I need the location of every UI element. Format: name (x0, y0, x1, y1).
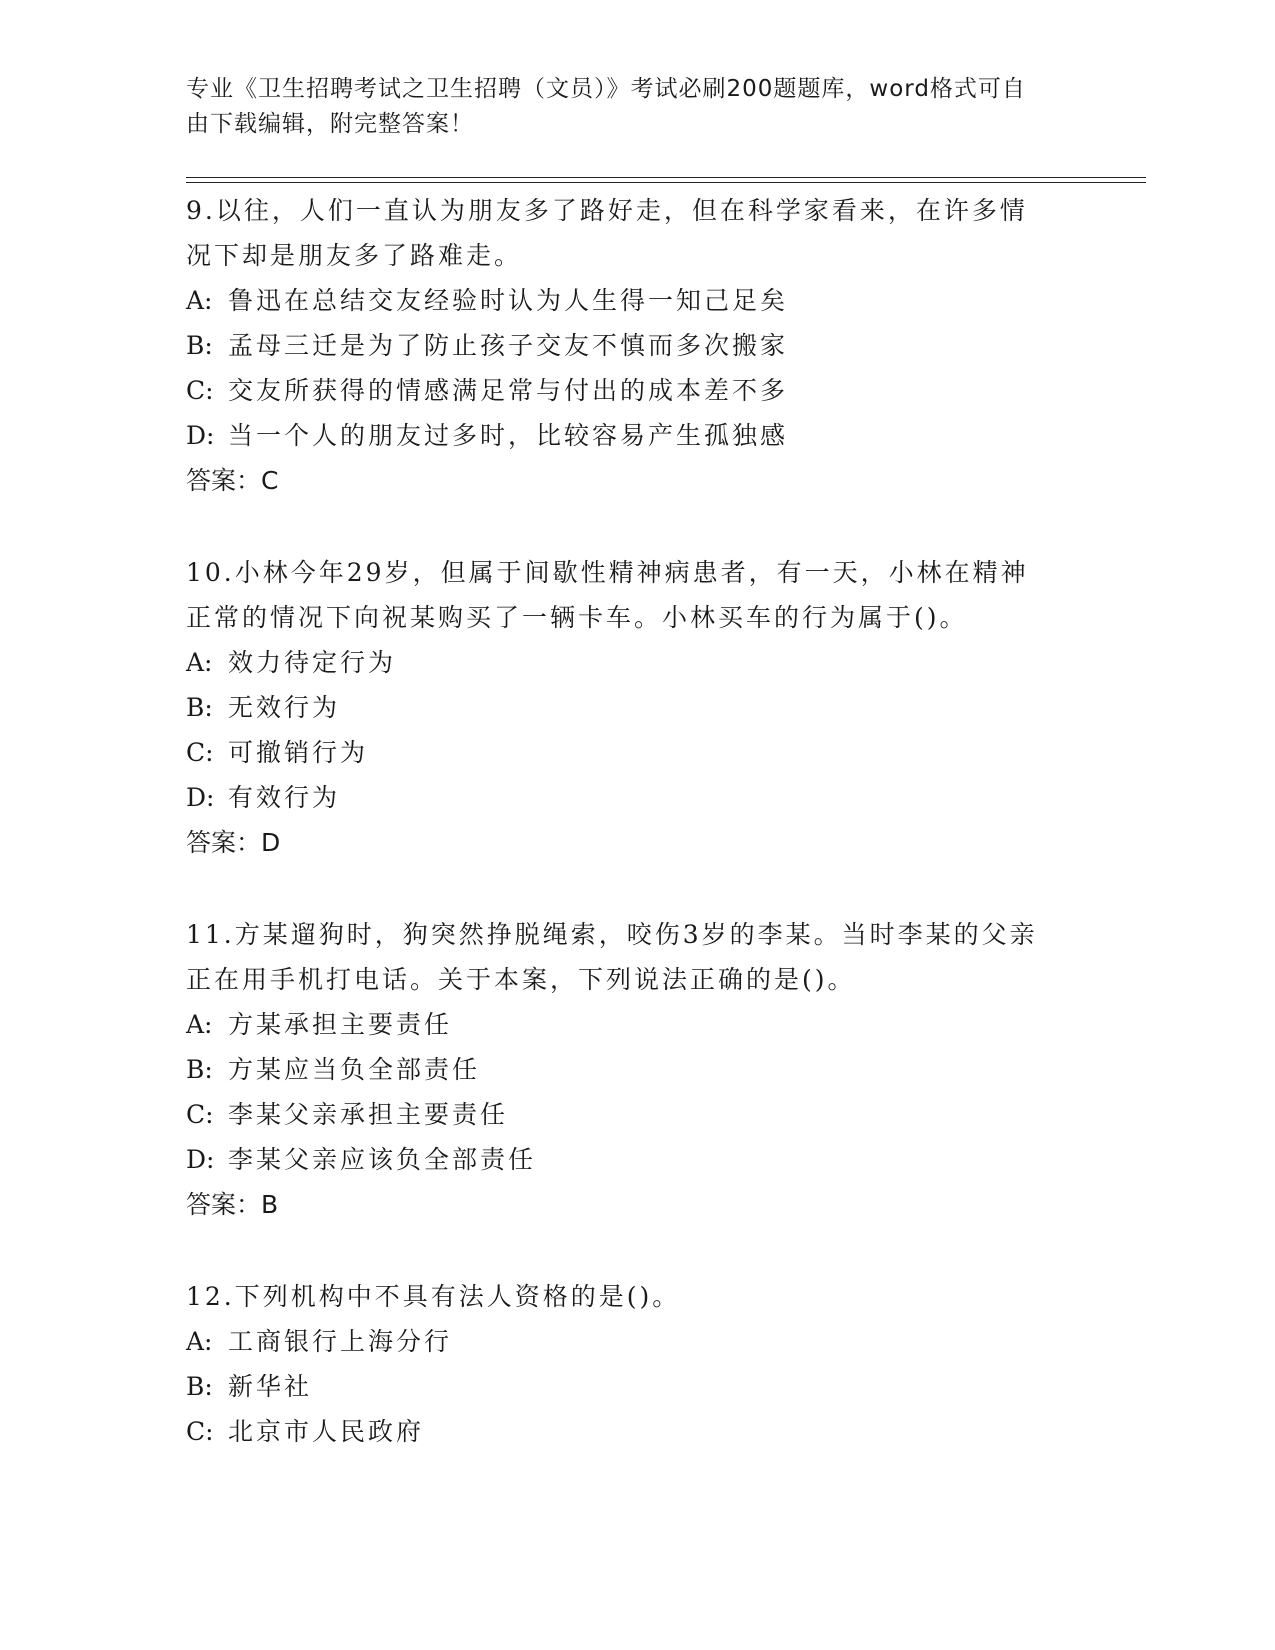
option-a (186, 1319, 1086, 1364)
option-text: 李某父亲应该负全部责任 (228, 1145, 537, 1174)
question-stem-line-2: 正常的情况下向祝某购买了一辆卡车。小林买车的行为属于()。 (186, 603, 968, 632)
question-12 (186, 1274, 1086, 1454)
option-key: D: (186, 421, 215, 450)
answer: 答案：C (186, 466, 279, 495)
document-header (186, 72, 1066, 142)
option-key: B: (186, 331, 213, 360)
question-stem-line-1: 9.以往，人们一直认为朋友多了路好走，但在科学家看来，在许多情 (186, 196, 1028, 225)
header-line-1: 专业《卫生招聘考试之卫生招聘（文员）》考试必刷200题题库，word格式可自 (186, 76, 1026, 102)
option-text: 方某承担主要责任 (228, 1010, 453, 1039)
option-b (186, 1364, 1086, 1409)
question-stem (186, 188, 1086, 278)
option-key: A: (186, 286, 213, 315)
header-divider-top (186, 177, 1146, 178)
question-stem-line-2: 况下却是朋友多了路难走。 (186, 241, 523, 270)
question-10 (186, 550, 1086, 866)
option-key: A: (186, 648, 213, 677)
option-text: 可撤销行为 (228, 738, 369, 767)
option-text: 交友所获得的情感满足常与付出的成本差不多 (228, 376, 789, 405)
option-a (186, 278, 1086, 323)
option-d (186, 1137, 1086, 1182)
option-text: 效力待定行为 (228, 648, 397, 677)
question-stem-line-2: 正在用手机打电话。关于本案，下列说法正确的是()。 (186, 965, 856, 994)
option-text: 北京市人民政府 (228, 1417, 425, 1446)
option-key: B: (186, 1372, 213, 1401)
option-key: A: (186, 1010, 213, 1039)
answer: 答案：D (186, 828, 281, 857)
option-text: 无效行为 (228, 693, 341, 722)
option-text: 新华社 (228, 1372, 313, 1401)
option-key: B: (186, 1055, 213, 1084)
question-stem (186, 1274, 1086, 1319)
option-key: C: (186, 738, 214, 767)
question-stem (186, 550, 1086, 640)
option-c (186, 1409, 1086, 1454)
header-divider-bottom (186, 182, 1146, 183)
option-a (186, 1002, 1086, 1047)
question-stem-line-1: 11.方某遛狗时，狗突然挣脱绳索，咬伤3岁的李某。当时李某的父亲 (186, 920, 1038, 949)
option-key: C: (186, 376, 214, 405)
question-11 (186, 912, 1086, 1228)
option-c (186, 1092, 1086, 1137)
option-text: 工商银行上海分行 (228, 1327, 453, 1356)
option-text: 方某应当负全部责任 (228, 1055, 481, 1084)
option-b (186, 685, 1086, 730)
option-b (186, 1047, 1086, 1092)
option-key: A: (186, 1327, 213, 1356)
question-stem-line-1: 10.小林今年29岁，但属于间歇性精神病患者，有一天，小林在精神 (186, 558, 1029, 587)
answer: 答案：B (186, 1190, 279, 1219)
option-text: 鲁迅在总结交友经验时认为人生得一知己足矣 (228, 286, 789, 315)
option-a (186, 640, 1086, 685)
question-9 (186, 188, 1086, 504)
question-stem-line-1: 12.下列机构中不具有法人资格的是()。 (186, 1282, 681, 1311)
option-key: B: (186, 693, 213, 722)
option-key: D: (186, 1145, 215, 1174)
option-d (186, 775, 1086, 820)
option-text: 李某父亲承担主要责任 (228, 1100, 509, 1129)
question-list (186, 188, 1086, 1500)
option-key: C: (186, 1417, 214, 1446)
question-stem (186, 912, 1086, 1002)
option-b (186, 323, 1086, 368)
header-line-2: 由下载编辑，附完整答案！ (186, 111, 474, 137)
option-key: D: (186, 783, 215, 812)
option-text: 孟母三迁是为了防止孩子交友不慎而多次搬家 (228, 331, 789, 360)
option-key: C: (186, 1100, 214, 1129)
option-d (186, 413, 1086, 458)
option-text: 当一个人的朋友过多时，比较容易产生孤独感 (228, 421, 789, 450)
option-text: 有效行为 (228, 783, 341, 812)
option-c (186, 368, 1086, 413)
option-c (186, 730, 1086, 775)
